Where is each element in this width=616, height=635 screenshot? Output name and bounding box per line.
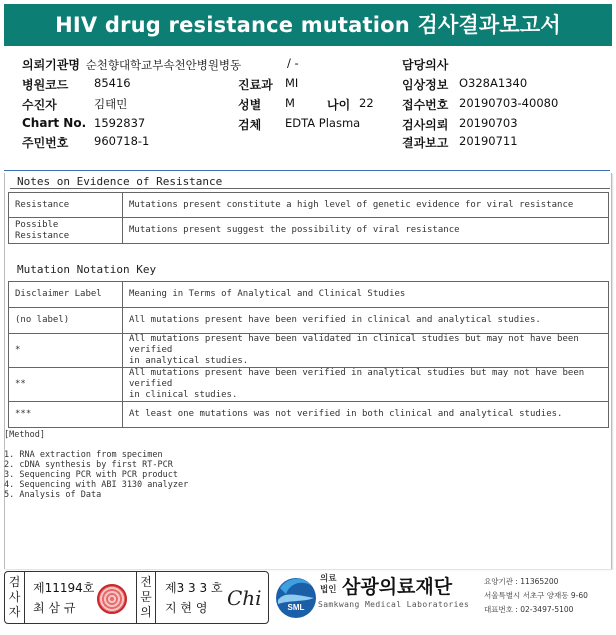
report-title: HIV drug resistance mutation 검사결과보고서 [4, 4, 612, 46]
rrn-label: 주민번호 [22, 136, 69, 150]
signature-box [4, 571, 269, 624]
table-header-row [9, 282, 609, 308]
notation-text-line: All mutations present have been validated in clinical studies but may not have been verified [129, 334, 579, 355]
hospital-code-label: 병원코드 [22, 78, 69, 92]
table-row [9, 368, 609, 402]
org-type-line2: 법인 [320, 585, 337, 595]
table-row [9, 308, 609, 334]
method-step: 5. Analysis of Data [4, 490, 102, 500]
notation-text: All mutations present have been verified in clinical and analytical studies. [123, 308, 609, 334]
table-row [9, 218, 609, 244]
examiner-name: 최 삼 규 [33, 601, 76, 615]
chart-no-label: Chart No. [22, 116, 87, 130]
notation-label: ** [9, 368, 123, 402]
specimen-value: EDTA Plasma [285, 116, 361, 130]
chart-no-value: 1592837 [94, 116, 146, 130]
org-name: 삼광의료재단 [342, 576, 453, 598]
evidence-table [8, 192, 609, 244]
notation-text [123, 368, 609, 402]
receipt-value: 20190703-40080 [459, 96, 559, 110]
rrn-value: 960718-1 [94, 134, 150, 148]
section-divider [10, 188, 610, 189]
header-divider [4, 170, 610, 171]
specialist-role-label: 전문의 [136, 572, 156, 623]
specialist-name: 지 현 영 [165, 601, 208, 615]
request-date-value: 20190703 [459, 116, 518, 130]
method-section [4, 430, 188, 500]
evidence-label: Resistance [9, 193, 123, 218]
doctor-label: 담당의사 [402, 58, 449, 72]
examiner-role-label: 검사자 [5, 572, 25, 623]
evidence-text: Mutations present constitute a high level of genetic evidence for viral resistance [123, 193, 609, 218]
examiner-license: 제11194호 [33, 581, 95, 595]
license-number: 요양기관 : 11365200 [484, 577, 559, 586]
method-step: 1. RNA extraction from specimen [4, 450, 163, 460]
notation-text-line: in analytical studies. [129, 356, 249, 366]
receipt-label: 접수번호 [402, 98, 449, 112]
notation-label: (no label) [9, 308, 123, 334]
sex-label: 성별 [238, 98, 262, 112]
age-label: 나이 [327, 98, 351, 112]
age-value: 22 [359, 96, 374, 110]
institution-value: 순천향대학교부속천안병원병동 [85, 58, 242, 72]
notation-text: At least one mutations was not verified in both clinical and analytical studies. [123, 402, 609, 428]
notation-label: * [9, 334, 123, 368]
table-row [9, 193, 609, 218]
dept-value: MI [285, 76, 299, 90]
notation-table [8, 281, 609, 428]
notation-text-line: in clinical studies. [129, 390, 238, 400]
examiner-seal [97, 584, 127, 614]
evidence-label: Possible Resistance [9, 218, 123, 244]
specialist-signature: Chi [227, 586, 262, 610]
table-row [9, 334, 609, 368]
clinical-info-label: 임상정보 [402, 78, 449, 92]
report-date-value: 20190711 [459, 134, 518, 148]
hospital-code-value: 85416 [94, 76, 131, 90]
table-row [9, 402, 609, 428]
method-step: 2. cDNA synthesis by first RT-PCR [4, 460, 173, 470]
notation-title: Mutation Notation Key [17, 263, 157, 276]
specimen-label: 검체 [238, 118, 262, 132]
phone-number: 대표번호 : 02-3497-5100 [484, 605, 574, 614]
examinee-label: 수진자 [22, 98, 57, 112]
org-english-name: Samkwang Medical Laboratories [318, 600, 470, 609]
notation-text [123, 334, 609, 368]
clinical-info-value: O328A1340 [459, 76, 528, 90]
notation-header-label: Disclaimer Label [9, 282, 123, 308]
notation-label: *** [9, 402, 123, 428]
request-date-label: 검사의뢰 [402, 118, 449, 132]
ward-value: / - [287, 56, 299, 70]
specialist-license: 제3 3 3 호 [165, 581, 223, 595]
sex-value: M [285, 96, 295, 110]
sml-logo-icon [274, 574, 318, 620]
logo-text: SML [287, 603, 305, 612]
address: 서울특별시 서초구 양재동 9-60 [484, 591, 588, 600]
method-heading: [Method] [4, 430, 45, 440]
institution-label: 의뢰기관명 [22, 58, 80, 72]
org-type-line1: 의료 [320, 574, 337, 584]
evidence-title: Notes on Evidence of Resistance [17, 175, 223, 188]
notation-text-line: All mutations present have been verified in analytical studies but may not have been verified [129, 368, 585, 389]
examinee-value: 김태민 [94, 97, 128, 111]
method-step: 4. Sequencing with ABI 3130 analyzer [4, 480, 189, 490]
evidence-text: Mutations present suggest the possibility of viral resistance [123, 218, 609, 244]
notation-header-text: Meaning in Terms of Analytical and Clinical Studies [123, 282, 609, 308]
dept-label: 진료과 [238, 78, 273, 92]
report-date-label: 결과보고 [402, 136, 449, 150]
method-step: 3. Sequencing PCR with PCR product [4, 470, 178, 480]
institution-field [22, 56, 241, 73]
